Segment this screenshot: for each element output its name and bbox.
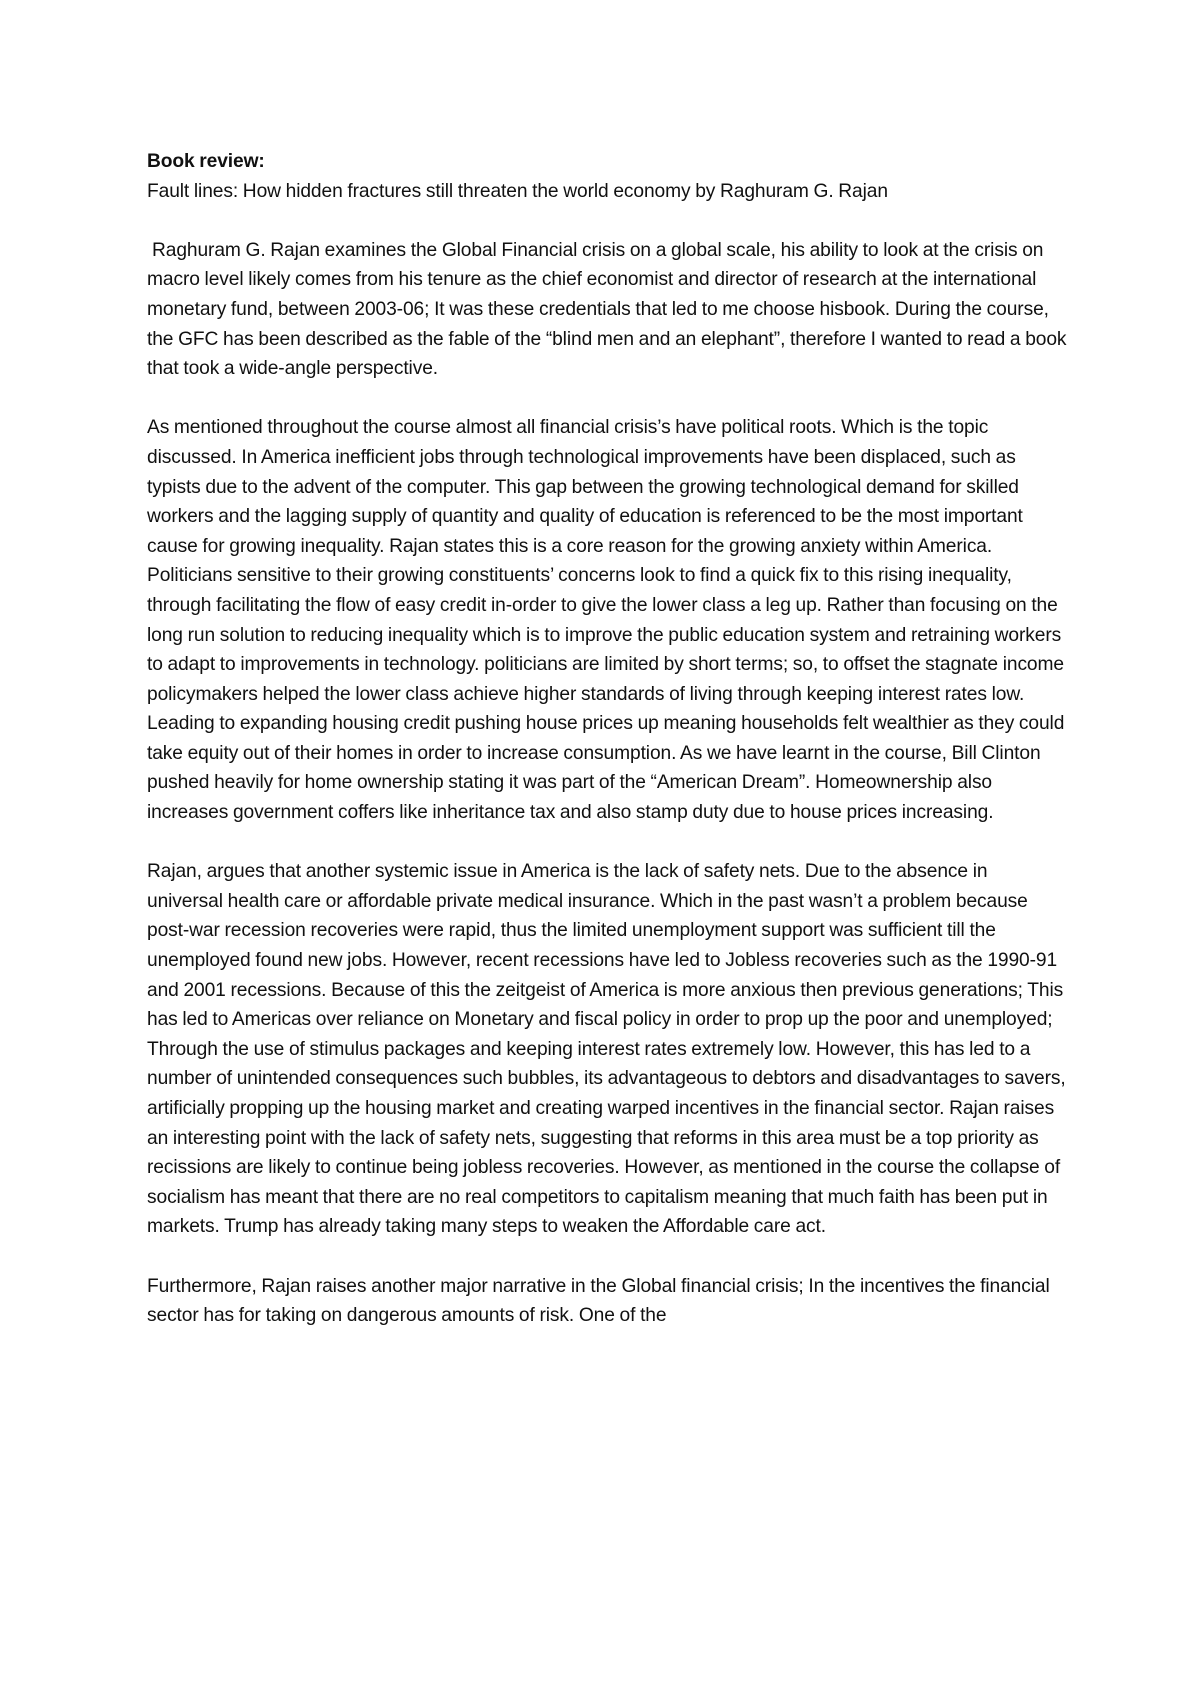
book-title-line: Fault lines: How hidden fractures still threaten the world economy by Raghuram G. Rajan: [147, 180, 888, 202]
document-body: [147, 147, 1067, 1331]
paragraph-intro: Raghuram G. Rajan examines the Global Financial crisis on a global scale, his ability to look at the crisis on macro level likely comes from his tenure as the chief economist and director of research at the international monetary fund, between 2003-06; It was these credentials that led to me choose hisbook. During the course, the GFC has been described as the fable of the “blind men and an elephant”, therefore I wanted to read a book that took a wide-angle perspective.: [147, 239, 1067, 380]
paragraph-financial-incentives: Furthermore, Rajan raises another major narrative in the Global financial crisis; In the incentives the financial sector has for taking on dangerous amounts of risk. One of the: [147, 1275, 1050, 1327]
paragraph-political-roots: As mentioned throughout the course almost all financial crisis’s have political roots. Which is the topic discussed. In America inefficient jobs through technological improvements have been displaced, such as typists due to the advent of the computer. This gap between the growing technological demand for skilled workers and the lagging supply of quantity and quality of education is referenced to be the most important cause for growing inequality. Rajan states this is a core reason for the growing anxiety within America. Politicians sensitive to their growing constituents’ concerns look to find a quick fix to this rising inequality, through facilitating the flow of easy credit in-order to give the lower class a leg up. Rather than focusing on the long run solution to reducing inequality which is to improve the public education system and retraining workers to adapt to improvements in technology. politicians are limited by short terms; so, to offset the stagnate income policymakers helped the lower class achieve higher standards of living through keeping interest rates low. Leading to expanding housing credit pushing house prices up meaning households felt wealthier as they could take equity out of their homes in order to increase consumption. As we have learnt in the course, Bill Clinton pushed heavily for home ownership stating it was part of the “American Dream”. Homeownership also increases government coffers like inheritance tax and also stamp duty due to house prices increasing.: [147, 417, 1065, 824]
paragraph-safety-nets: Rajan, argues that another systemic issue in America is the lack of safety nets. Due to the absence in universal health care or affordable private medical insurance. Which in the past wasn’t a problem because post-war recession recoveries were rapid, thus the limited unemployment support was sufficient till the unemployed found new jobs. However, recent recessions have led to Jobless recoveries such as the 1990-91 and 2001 recessions. Because of this the zeitgeist of America is more anxious then previous generations; This has led to Americas over reliance on Monetary and fiscal policy in order to prop up the poor and unemployed; Through the use of stimulus packages and keeping interest rates extremely low. However, this has led to a number of unintended consequences such bubbles, its advantageous to debtors and disadvantages to savers, artificially propping up the housing market and creating warped incentives in the financial sector. Rajan raises an interesting point with the lack of safety nets, suggesting that reforms in this area must be a top priority as recissions are likely to continue being jobless recoveries. However, as mentioned in the course the collapse of socialism has meant that there are no real competitors to capitalism meaning that much faith has been put in markets. Trump has already taking many steps to weaken the Affordable care act.: [147, 861, 1066, 1238]
document-heading: Book review:: [147, 151, 265, 172]
